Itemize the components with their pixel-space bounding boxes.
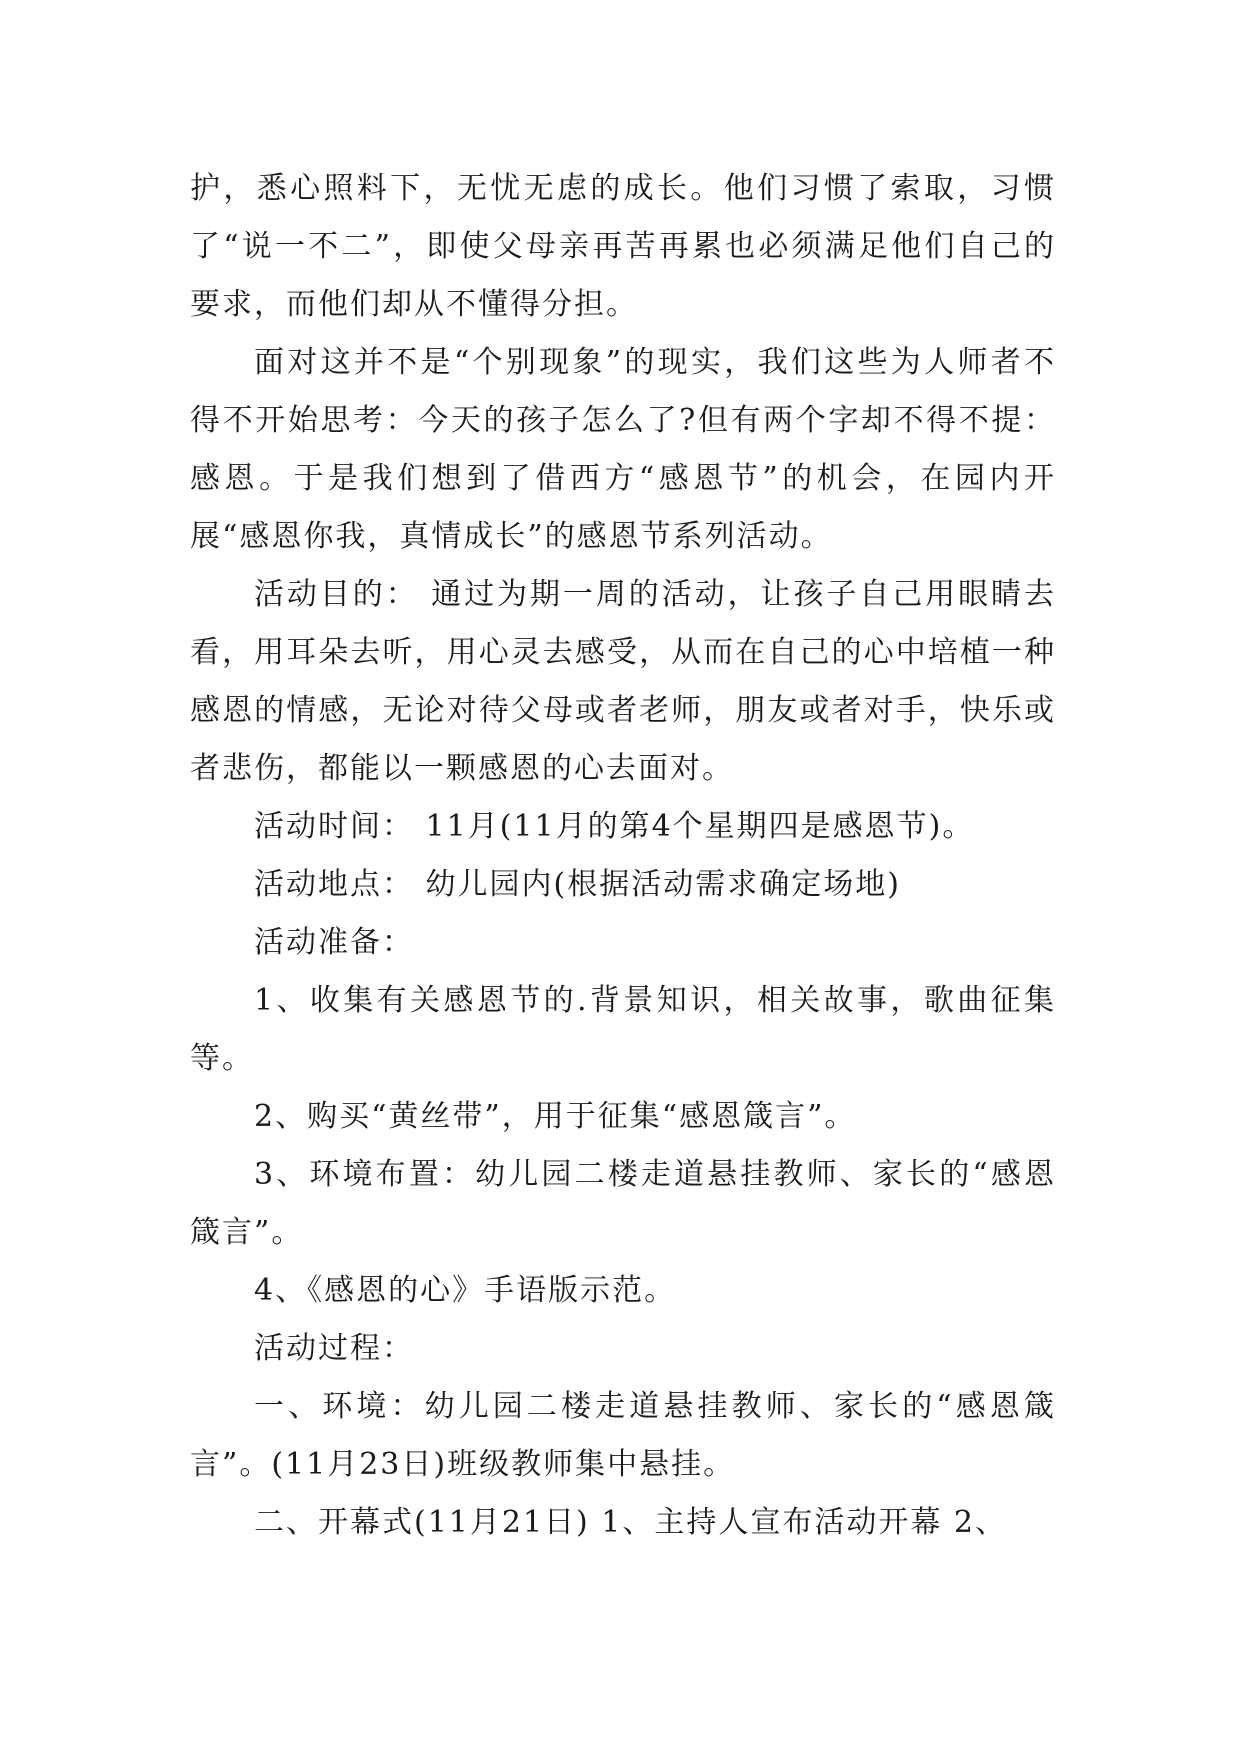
paragraph-activity-process: 活动过程：: [254, 1331, 414, 1366]
paragraph-process-1: 一、环境：幼儿园二楼走道悬挂教师、家长的“感恩箴言”。(11月23日)班级教师集中悬挂。: [190, 1389, 1056, 1482]
document-body: [190, 160, 1056, 1552]
paragraph-prep-3: 3、环境布置：幼儿园二楼走道悬挂教师、家长的“感恩箴言”。: [190, 1157, 1056, 1250]
paragraph-2: 面对这并不是“个别现象”的现实，我们这些为人师者不得不开始思考：今天的孩子怎么了?但有两个字却不得不提：感恩。于是我们想到了借西方“感恩节”的机会，在园内开展“感恩你我，真情成长”的感恩节系列活动。: [190, 345, 1056, 554]
paragraph-activity-time: 活动时间： 11月(11月的第4个星期四是感恩节)。: [254, 809, 975, 844]
paragraph-activity-location: 活动地点： 幼儿园内(根据活动需求确定场地): [254, 867, 901, 902]
paragraph-prep-2: 2、购买“黄丝带”，用于征集“感恩箴言”。: [254, 1099, 857, 1134]
paragraph-prep-4: 4、《感恩的心》手语版示范。: [254, 1273, 677, 1308]
paragraph-activity-prep: 活动准备：: [254, 925, 414, 960]
paragraph-process-2: 二、开幕式(11月21日) 1、主持人宣布活动开幕 2、: [254, 1505, 1008, 1540]
paragraph-activity-goal: 活动目的： 通过为期一周的活动，让孩子自己用眼睛去看，用耳朵去听，用心灵去感受，从而在自己的心中培植一种感恩的情感，无论对待父母或者老师，朋友或者对手，快乐或者悲伤，都能以一颗感恩的心去面对。: [190, 577, 1056, 786]
paragraph-1: 护，悉心照料下，无忧无虑的成长。他们习惯了索取，习惯了“说一不二”，即使父母亲再苦再累也必须满足他们自己的要求，而他们却从不懂得分担。: [190, 171, 1056, 322]
paragraph-prep-1: 1、收集有关感恩节的.背景知识，相关故事，歌曲征集等。: [190, 983, 1056, 1076]
